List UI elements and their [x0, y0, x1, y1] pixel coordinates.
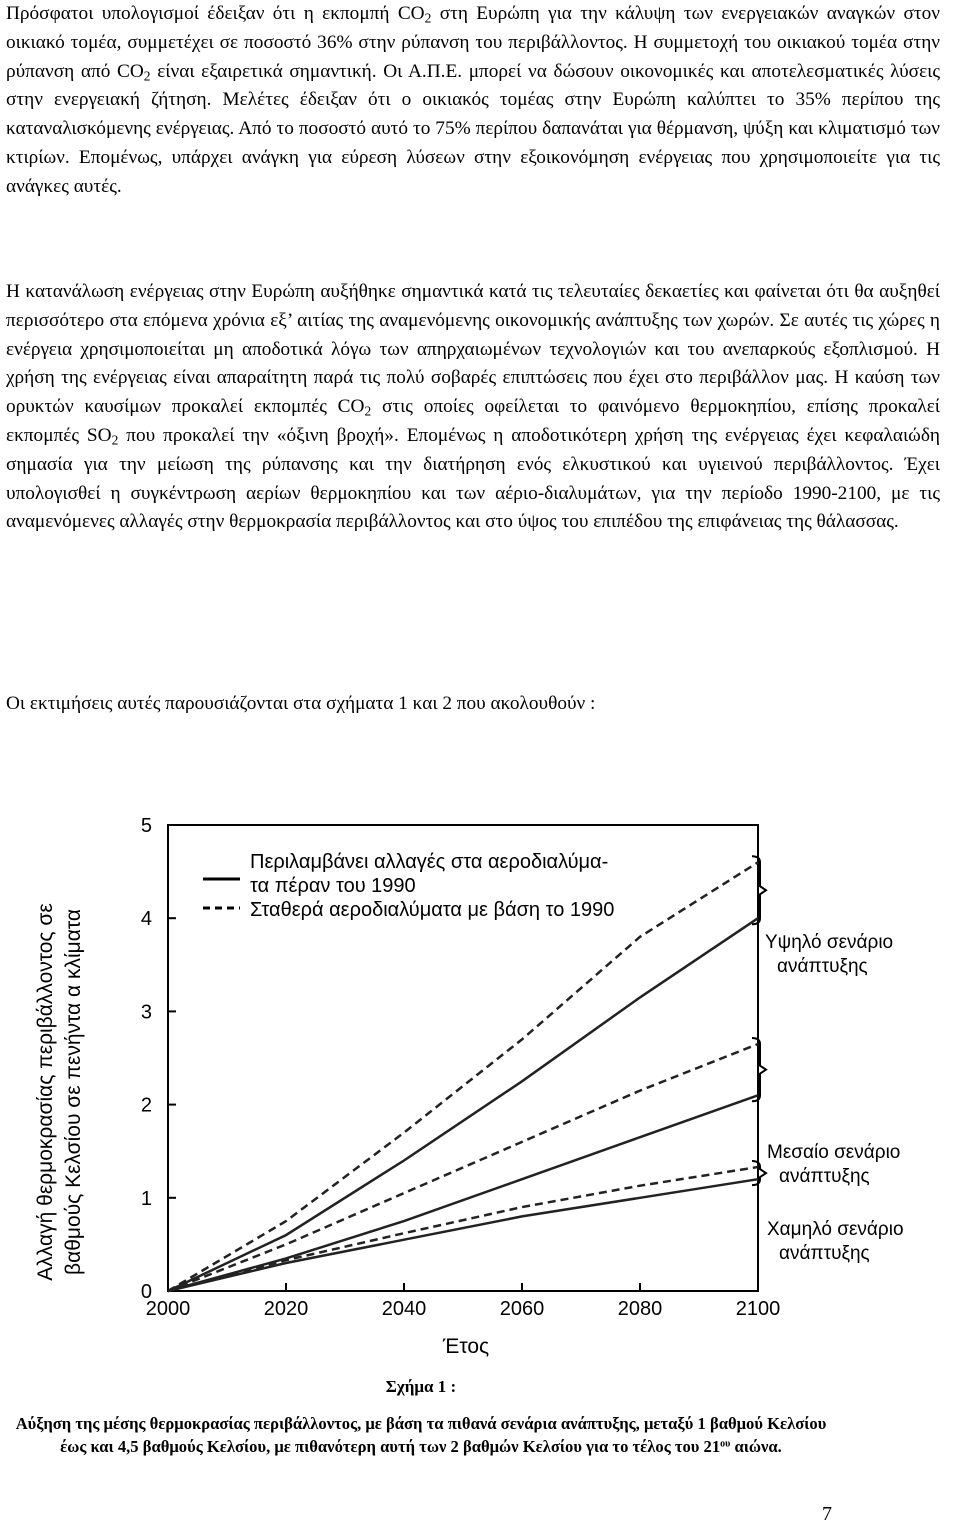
- y-axis-label-line-2: βαθμούς Κελσίου σε πενήντα α κλίματα: [62, 909, 85, 1275]
- caption-text-2: αιώνα.: [730, 1436, 782, 1456]
- y-axis-label-line-1: Αλλαγή θερμοκρασίας περιβάλλοντος σε: [34, 903, 57, 1281]
- co2-subscript: 2: [364, 403, 372, 419]
- figure-caption-title: Σχήμα 1 :: [385, 1377, 457, 1396]
- x-tick-label: 2020: [263, 1298, 309, 1320]
- scenario-label-line-2: ανάπτυξης: [779, 1243, 870, 1264]
- consumption-text-1: Η κατανάλωση ενέργειας στην Ευρώπη αυξήθηκε σημαντικά κατά τις τελευταίες δεκαετίες και φαίνεται ότι θα αυξηθεί περισσότερο στα επόμενα χρόνια εξ’ αιτίας της αναμενόμενης οικονομικής ανάπτυξης των χωρών. Σε αυτές τις χώρες η ενέργεια χρησιμοποιείται μη αποδοτικά λόγω των απηρχαιωμένων τεχνολογιών και του ανεπαρκούς εξοπλισμού. Η χρήση της ενέργειας είναι απαραίτητη παρά τις πολύ σοβαρές επιπτώσεις που έχει στο περιβάλλον μας. Η καύση των ορυκτών καυσίμων προκαλεί εκπομπές CO: [6, 281, 940, 418]
- intro-text-1: Πρόσφατοι υπολογισμοί έδειξαν ότι η εκπομπή CO: [6, 3, 425, 24]
- x-tick-label: 2080: [617, 1298, 663, 1320]
- legend-dashed-label: Σταθερά αεροδιαλύματα με βάση το 1990: [250, 899, 615, 921]
- page-number: 7: [822, 1503, 832, 1525]
- consumption-text-2: στις οποίες οφείλεται το φαινόμενο θερμοκηπίου, επίσης προκαλεί εκπομπές SO: [6, 396, 940, 446]
- legend-solid-label-line-2: τα πέραν του 1990: [250, 875, 416, 897]
- figures-intro-line: Οι εκτιμήσεις αυτές παρουσιάζονται στα σχήματα 1 και 2 που ακολουθούν :: [6, 693, 596, 714]
- intro-text-2: στη Ευρώπη για την κάλυψη των ενεργειακών αναγκών στον οικιακό τομέα, συμμετέχει σε ποσοστό 36% στην ρύπανση του περιβάλλοντος. Η συμμετοχή του οικιακού τομέα στην ρύπανση από CO: [6, 3, 940, 82]
- caption-text-1: Αύξηση της μέσης θερμοκρασίας περιβάλλοντος, με βάση τα πιθανά σενάρια ανάπτυξης, μεταξύ 1 βαθμού Κελσίου έως και 4,5 βαθμούς Κελσίου, με πιθανότερη αυτή των 2 βαθμών Κελσίου για το τέλος του 21: [15, 1414, 827, 1456]
- co2-subscript: 2: [424, 10, 432, 26]
- figure-1: [0, 790, 960, 1370]
- y-tick-label: 0: [140, 1281, 152, 1303]
- scenario-label-line-1: Υψηλό σενάριο: [765, 932, 894, 953]
- x-tick-label: 2040: [381, 1298, 427, 1320]
- x-tick-label: 2060: [499, 1298, 545, 1320]
- scenario-label-line-1: Μεσαίο σενάριο: [767, 1142, 901, 1163]
- x-axis-label: Έτος: [442, 1335, 490, 1358]
- x-tick-label: 2100: [735, 1298, 781, 1320]
- x-tick-label: 2000: [145, 1298, 191, 1320]
- consumption-paragraph: [6, 278, 940, 537]
- co2-subscript: 2: [143, 67, 151, 83]
- y-tick-label: 3: [140, 1001, 152, 1024]
- y-tick-label: 2: [140, 1094, 152, 1117]
- intro-paragraph: [6, 0, 940, 202]
- legend-solid-label-line-1: Περιλαμβάνει αλλαγές στα αεροδιαλύμα-: [250, 851, 609, 873]
- scenario-label-line-1: Χαμηλό σενάριο: [767, 1219, 904, 1240]
- caption-superscript: ου: [720, 1438, 731, 1450]
- temperature-chart: [0, 790, 960, 1370]
- so2-subscript: 2: [111, 432, 119, 448]
- consumption-text-3: που προκαλεί την «όξινη βροχή». Επομένως η αποδοτικότερη χρήση της ενέργειας έχει κεφαλαιώδη σημασία για την μείωση της ρύπανσης και την διατήρηση ενός ελκυστικού και υγιεινού περιβάλλοντος. Έχει υπολογισθεί η συγκέντρωση αερίων θερμοκηπίου και των αέριο-διαλυμάτων, για την περίοδο 1990-2100, με τις αναμενόμενες αλλαγές στην θερμοκρασία περιβάλλοντος και στο ύψος του επιπέδου της επιφάνειας της θάλασσας.: [6, 424, 940, 533]
- y-tick-label: 5: [140, 815, 152, 837]
- y-tick-label: 1: [140, 1187, 152, 1210]
- scenario-label-line-2: ανάπτυξης: [779, 1166, 870, 1187]
- figure-caption-body: [8, 1413, 834, 1458]
- y-tick-label: 4: [140, 908, 152, 931]
- scenario-label-line-2: ανάπτυξης: [777, 956, 868, 977]
- intro-text-3: είναι εξαιρετικά σημαντική. Οι Α.Π.Ε. μπορεί να δώσουν οικονομικές και αποτελεσματικές λύσεις στην ενεργειακή ζήτηση. Μελέτες έδειξαν ότι ο οικιακός τομέας στην Ευρώπη καλύπτει το 35% περίπου της καταναλισκόμενης ενέργειας. Από το ποσοστό αυτό το 75% περίπου δαπανάται για θέρμανση, ψύξη και κλιματισμό των κτιρίων. Επομένως, υπάρχει ανάγκη για εύρεση λύσεων στην εξοικονόμηση ενέργειας που χρησιμοποιείτε για τις ανάγκες αυτές.: [6, 60, 940, 197]
